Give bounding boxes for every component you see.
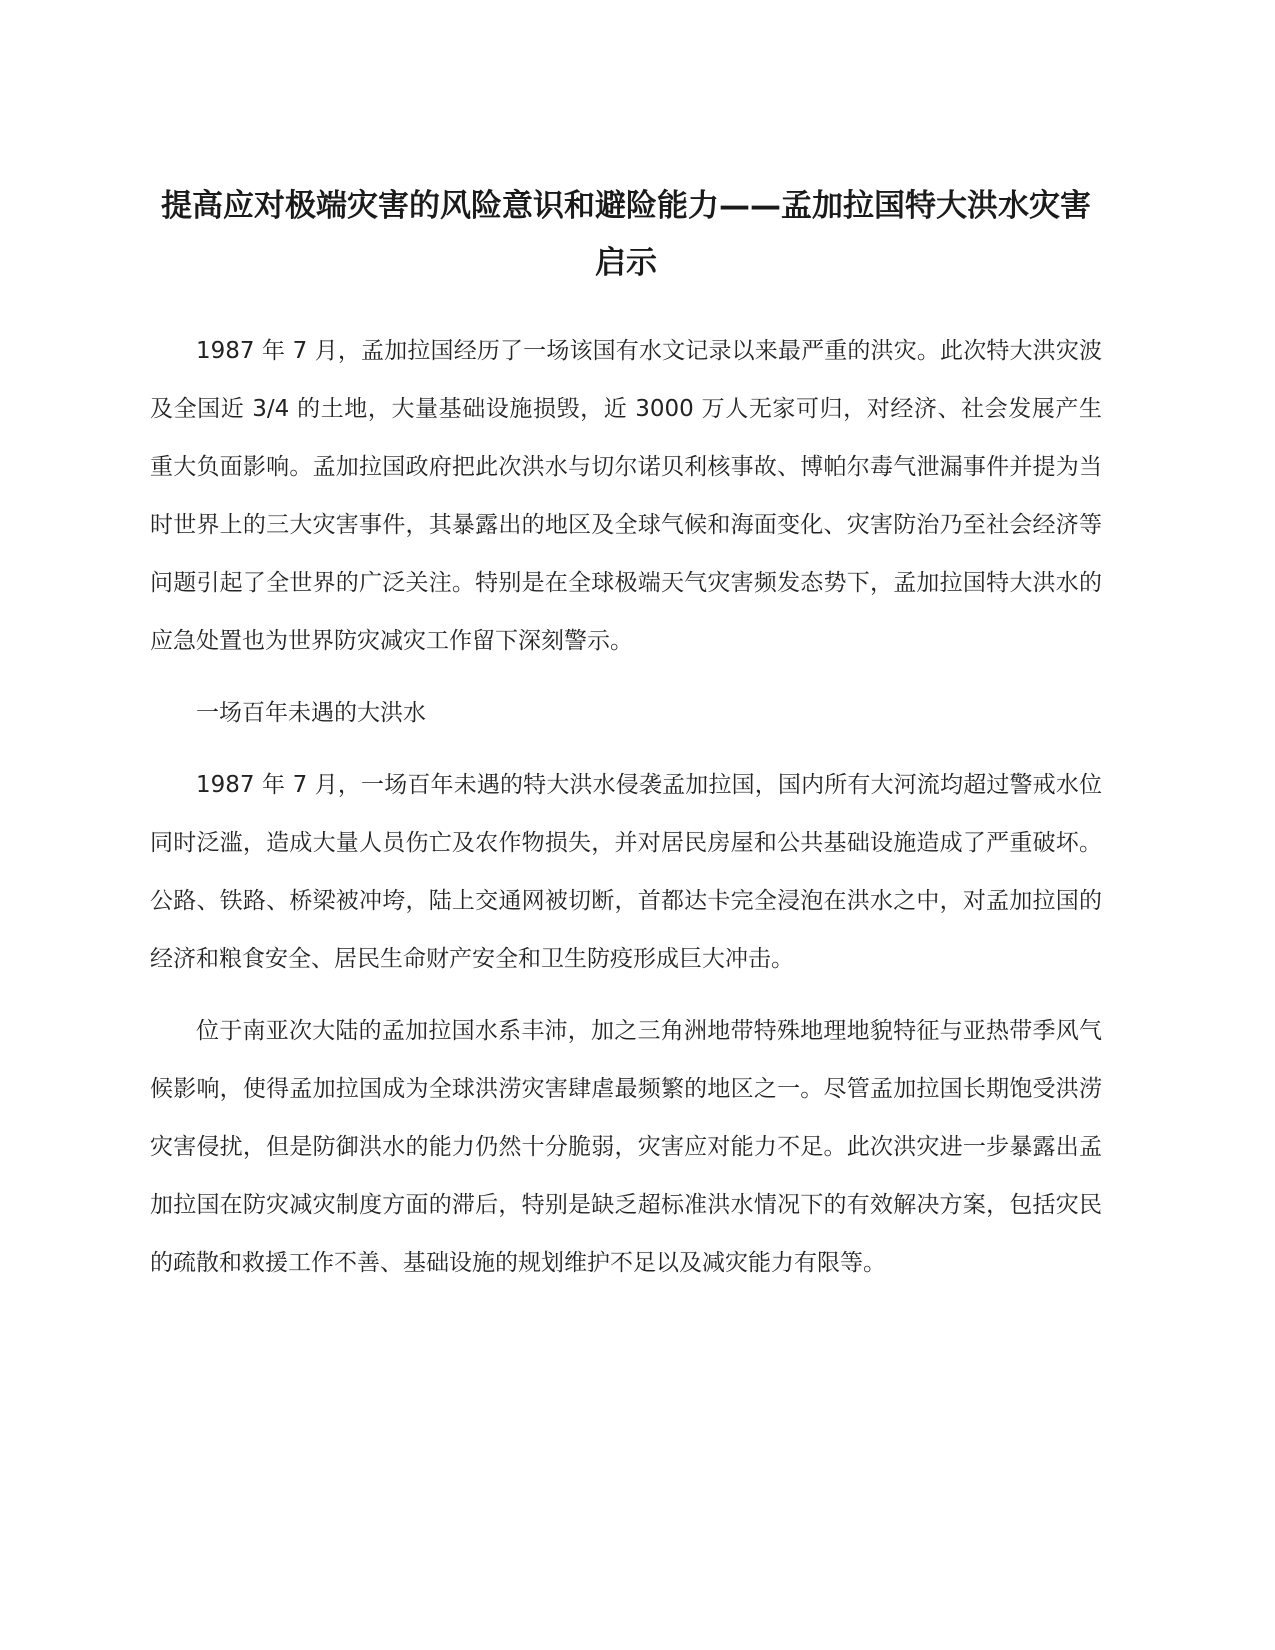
paragraph-spacing <box>150 670 1102 684</box>
paragraph-flood-event: 1987 年 7 月，一场百年未遇的特大洪水侵袭孟加拉国，国内所有大河流均超过警戒水位同时泛滥，造成大量人员伤亡及农作物损失，并对居民房屋和公共基础设施造成了严重破坏。公路、铁路、桥梁被冲垮，陆上交通网被切断，首都达卡完全浸泡在洪水之中，对孟加拉国的经济和粮食安全、居民生命财产安全和卫生防疫形成巨大冲击。 <box>150 772 1102 972</box>
paragraph-intro: 1987 年 7 月，孟加拉国经历了一场该国有水文记录以来最严重的洪灾。此次特大洪灾波及全国近 3/4 的土地，大量基础设施损毁，近 3000 万人无家可归，对经济、社会发展产生重大负面影响。孟加拉国政府把此次洪水与切尔诺贝利核事故、博帕尔毒气泄漏事件并提为当时世界上的三大灾害事件，其暴露出的地区及全球气候和海面变化、灾害防治乃至社会经济等问题引起了全世界的广泛关注。特别是在全球极端天气灾害频发态势下，孟加拉国特大洪水的应急处置也为世界防灾减灾工作留下深刻警示。 <box>150 338 1102 654</box>
section-heading: 一场百年未遇的大洪水 <box>196 700 426 726</box>
paragraph-spacing <box>150 742 1102 756</box>
document-page <box>150 178 1102 1292</box>
paragraph-spacing <box>150 988 1102 1002</box>
title-spacing <box>150 292 1102 322</box>
document-title-line-1: 提高应对极端灾害的风险意识和避险能力——孟加拉国特大洪水灾害 <box>161 188 1091 224</box>
paragraph-geography: 位于南亚次大陆的孟加拉国水系丰沛，加之三角洲地带特殊地理地貌特征与亚热带季风气候影响，使得孟加拉国成为全球洪涝灾害肆虐最频繁的地区之一。尽管孟加拉国长期饱受洪涝灾害侵扰，但是防御洪水的能力仍然十分脆弱，灾害应对能力不足。此次洪灾进一步暴露出孟加拉国在防灾减灾制度方面的滞后，特别是缺乏超标准洪水情况下的有效解决方案，包括灾民的疏散和救援工作不善、基础设施的规划维护不足以及减灾能力有限等。 <box>150 1018 1102 1276</box>
document-title <box>150 178 1102 292</box>
document-title-line-2: 启示 <box>595 245 657 281</box>
